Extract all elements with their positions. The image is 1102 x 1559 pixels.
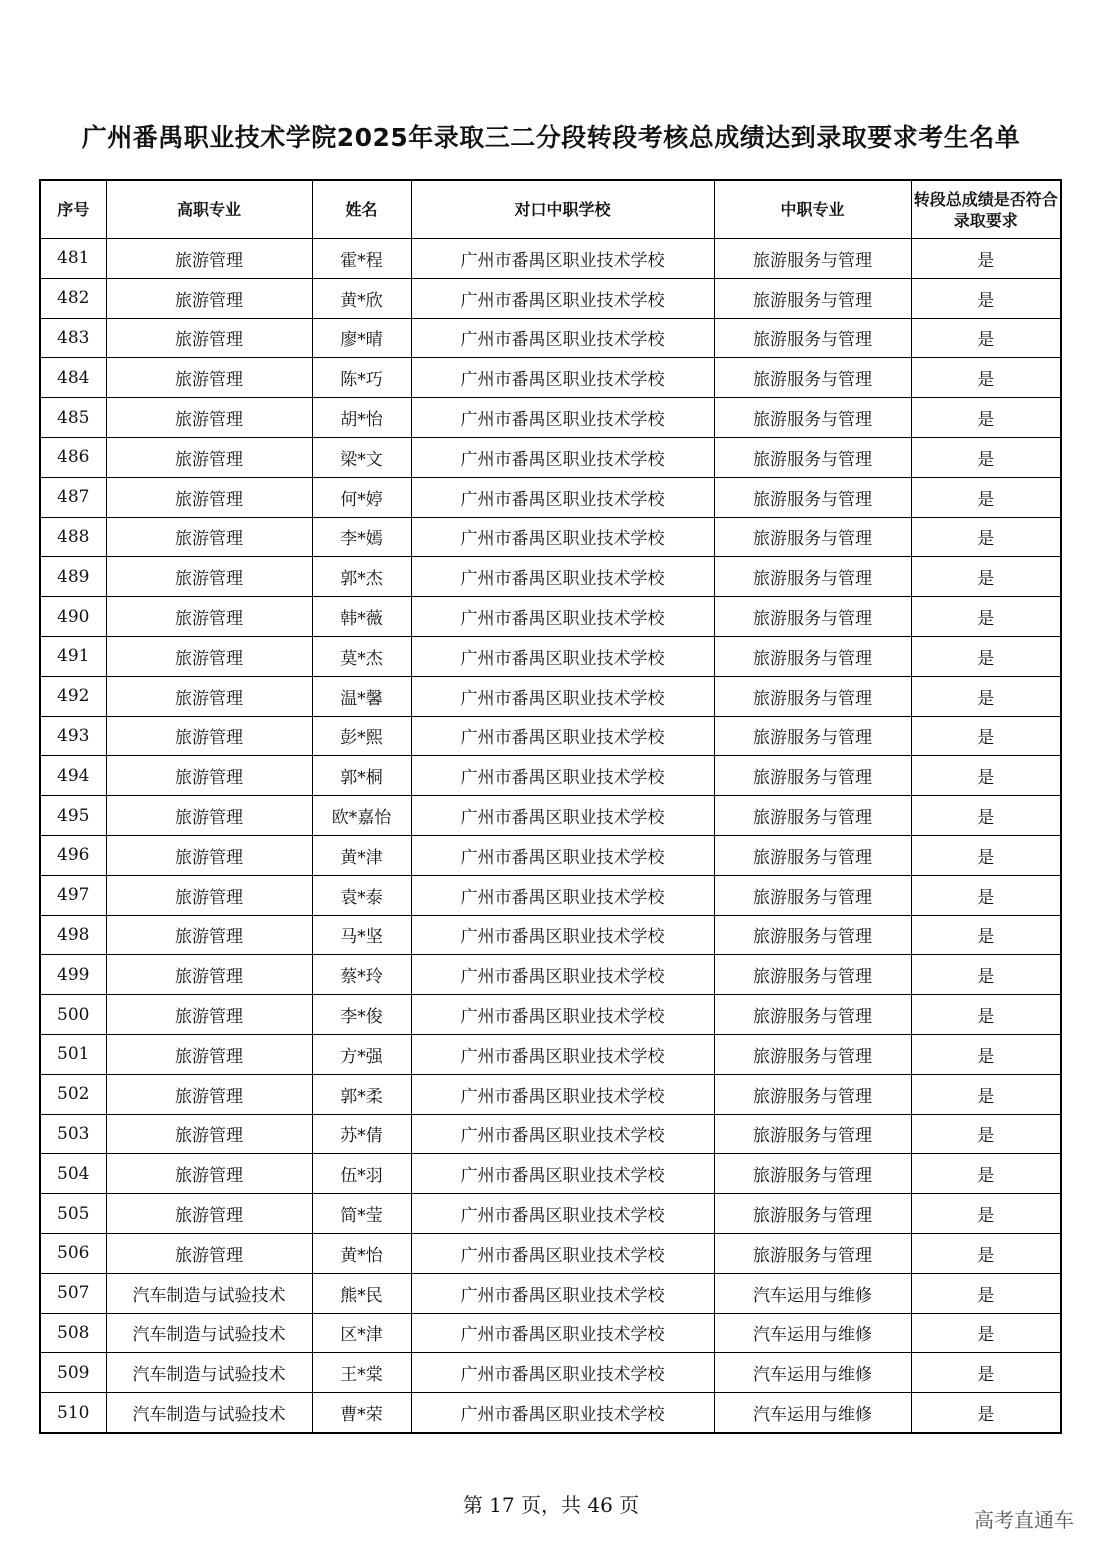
cell-meets-requirement: 是 <box>911 756 1061 796</box>
cell-secondary-major: 旅游服务与管理 <box>714 636 911 676</box>
cell-index: 491 <box>40 636 106 676</box>
cell-name: 伍*羽 <box>312 1154 411 1194</box>
table-row <box>40 875 1061 915</box>
cell-index: 481 <box>40 239 106 279</box>
cell-secondary-major: 旅游服务与管理 <box>714 1034 911 1074</box>
cell-secondary-major: 汽车运用与维修 <box>714 1353 911 1393</box>
cell-college-major: 旅游管理 <box>106 477 312 517</box>
cell-secondary-school: 广州市番禺区职业技术学校 <box>411 398 714 438</box>
cell-meets-requirement: 是 <box>911 1233 1061 1273</box>
cell-secondary-school: 广州市番禺区职业技术学校 <box>411 1393 714 1433</box>
table-header-row <box>40 180 1061 239</box>
cell-secondary-major: 旅游服务与管理 <box>714 875 911 915</box>
page-title: 广州番禺职业技术学院2025年录取三二分段转段考核总成绩达到录取要求考生名单 <box>81 123 1021 152</box>
cell-index: 489 <box>40 557 106 597</box>
cell-meets-requirement: 是 <box>911 915 1061 955</box>
cell-meets-requirement: 是 <box>911 796 1061 836</box>
table-row <box>40 915 1061 955</box>
cell-name: 曹*荣 <box>312 1393 411 1433</box>
cell-index: 500 <box>40 995 106 1035</box>
cell-secondary-major: 旅游服务与管理 <box>714 517 911 557</box>
cell-secondary-school: 广州市番禺区职业技术学校 <box>411 636 714 676</box>
admission-table <box>39 179 1062 1434</box>
cell-meets-requirement: 是 <box>911 318 1061 358</box>
cell-name: 王*棠 <box>312 1353 411 1393</box>
cell-college-major: 旅游管理 <box>106 1114 312 1154</box>
cell-college-major: 旅游管理 <box>106 1074 312 1114</box>
cell-college-major: 旅游管理 <box>106 318 312 358</box>
cell-index: 493 <box>40 716 106 756</box>
header-index: 序号 <box>40 180 106 239</box>
cell-meets-requirement: 是 <box>911 1034 1061 1074</box>
cell-secondary-major: 旅游服务与管理 <box>714 955 911 995</box>
cell-secondary-major: 旅游服务与管理 <box>714 1154 911 1194</box>
cell-secondary-school: 广州市番禺区职业技术学校 <box>411 955 714 995</box>
cell-name: 苏*倩 <box>312 1114 411 1154</box>
cell-college-major: 旅游管理 <box>106 1194 312 1234</box>
cell-name: 郭*杰 <box>312 557 411 597</box>
cell-name: 莫*杰 <box>312 636 411 676</box>
cell-name: 熊*民 <box>312 1273 411 1313</box>
cell-secondary-school: 广州市番禺区职业技术学校 <box>411 239 714 279</box>
cell-meets-requirement: 是 <box>911 557 1061 597</box>
cell-college-major: 旅游管理 <box>106 437 312 477</box>
cell-college-major: 旅游管理 <box>106 239 312 279</box>
cell-meets-requirement: 是 <box>911 398 1061 438</box>
cell-secondary-school: 广州市番禺区职业技术学校 <box>411 437 714 477</box>
cell-name: 区*津 <box>312 1313 411 1353</box>
cell-secondary-major: 汽车运用与维修 <box>714 1393 911 1433</box>
cell-secondary-major: 旅游服务与管理 <box>714 557 911 597</box>
cell-secondary-school: 广州市番禺区职业技术学校 <box>411 1074 714 1114</box>
cell-secondary-school: 广州市番禺区职业技术学校 <box>411 1114 714 1154</box>
cell-name: 梁*文 <box>312 437 411 477</box>
cell-index: 485 <box>40 398 106 438</box>
cell-meets-requirement: 是 <box>911 597 1061 637</box>
cell-secondary-major: 旅游服务与管理 <box>714 995 911 1035</box>
cell-index: 502 <box>40 1074 106 1114</box>
cell-meets-requirement: 是 <box>911 239 1061 279</box>
cell-college-major: 旅游管理 <box>106 358 312 398</box>
cell-secondary-school: 广州市番禺区职业技术学校 <box>411 756 714 796</box>
cell-index: 483 <box>40 318 106 358</box>
cell-meets-requirement: 是 <box>911 636 1061 676</box>
cell-meets-requirement: 是 <box>911 1194 1061 1234</box>
cell-meets-requirement: 是 <box>911 676 1061 716</box>
cell-secondary-school: 广州市番禺区职业技术学校 <box>411 358 714 398</box>
cell-name: 霍*程 <box>312 239 411 279</box>
cell-meets-requirement: 是 <box>911 278 1061 318</box>
header-name: 姓名 <box>312 180 411 239</box>
cell-secondary-school: 广州市番禺区职业技术学校 <box>411 597 714 637</box>
cell-meets-requirement: 是 <box>911 835 1061 875</box>
cell-secondary-major: 旅游服务与管理 <box>714 1114 911 1154</box>
table-row <box>40 278 1061 318</box>
table-row <box>40 835 1061 875</box>
cell-secondary-school: 广州市番禺区职业技术学校 <box>411 278 714 318</box>
cell-college-major: 旅游管理 <box>106 875 312 915</box>
page-number: 第 17 页，共 46 页 <box>462 1493 640 1517</box>
cell-secondary-school: 广州市番禺区职业技术学校 <box>411 796 714 836</box>
cell-index: 509 <box>40 1353 106 1393</box>
cell-name: 彭*熙 <box>312 716 411 756</box>
cell-meets-requirement: 是 <box>911 1313 1061 1353</box>
cell-index: 496 <box>40 835 106 875</box>
cell-name: 陈*巧 <box>312 358 411 398</box>
cell-name: 何*婷 <box>312 477 411 517</box>
cell-meets-requirement: 是 <box>911 955 1061 995</box>
header-college-major: 高职专业 <box>106 180 312 239</box>
cell-index: 501 <box>40 1034 106 1074</box>
cell-college-major: 旅游管理 <box>106 796 312 836</box>
cell-index: 508 <box>40 1313 106 1353</box>
cell-college-major: 旅游管理 <box>106 517 312 557</box>
cell-index: 497 <box>40 875 106 915</box>
cell-name: 温*馨 <box>312 676 411 716</box>
table-row <box>40 756 1061 796</box>
cell-secondary-major: 旅游服务与管理 <box>714 1194 911 1234</box>
cell-secondary-school: 广州市番禺区职业技术学校 <box>411 995 714 1035</box>
cell-meets-requirement: 是 <box>911 995 1061 1035</box>
header-meets-requirement: 转段总成绩是否符合录取要求 <box>911 180 1061 239</box>
cell-index: 495 <box>40 796 106 836</box>
cell-college-major: 汽车制造与试验技术 <box>106 1313 312 1353</box>
watermark: 高考直通车 <box>974 1508 1074 1532</box>
cell-name: 黄*津 <box>312 835 411 875</box>
cell-name: 方*强 <box>312 1034 411 1074</box>
cell-name: 郭*柔 <box>312 1074 411 1114</box>
cell-index: 486 <box>40 437 106 477</box>
cell-meets-requirement: 是 <box>911 1074 1061 1114</box>
header-secondary-major: 中职专业 <box>714 180 911 239</box>
cell-college-major: 旅游管理 <box>106 995 312 1035</box>
table-row <box>40 517 1061 557</box>
table-row <box>40 1074 1061 1114</box>
cell-secondary-school: 广州市番禺区职业技术学校 <box>411 676 714 716</box>
cell-meets-requirement: 是 <box>911 875 1061 915</box>
cell-college-major: 旅游管理 <box>106 955 312 995</box>
cell-index: 487 <box>40 477 106 517</box>
cell-secondary-major: 旅游服务与管理 <box>714 1074 911 1114</box>
cell-secondary-school: 广州市番禺区职业技术学校 <box>411 318 714 358</box>
cell-secondary-major: 旅游服务与管理 <box>714 796 911 836</box>
cell-index: 482 <box>40 278 106 318</box>
cell-college-major: 旅游管理 <box>106 557 312 597</box>
table-row <box>40 239 1061 279</box>
cell-secondary-major: 旅游服务与管理 <box>714 477 911 517</box>
cell-index: 498 <box>40 915 106 955</box>
cell-name: 袁*泰 <box>312 875 411 915</box>
cell-secondary-school: 广州市番禺区职业技术学校 <box>411 716 714 756</box>
cell-college-major: 旅游管理 <box>106 1233 312 1273</box>
cell-college-major: 旅游管理 <box>106 915 312 955</box>
cell-secondary-major: 旅游服务与管理 <box>714 835 911 875</box>
cell-meets-requirement: 是 <box>911 1114 1061 1154</box>
cell-index: 505 <box>40 1194 106 1234</box>
cell-name: 胡*怡 <box>312 398 411 438</box>
cell-meets-requirement: 是 <box>911 1353 1061 1393</box>
table-row <box>40 437 1061 477</box>
table-row <box>40 398 1061 438</box>
cell-index: 490 <box>40 597 106 637</box>
cell-secondary-major: 旅游服务与管理 <box>714 278 911 318</box>
header-secondary-school: 对口中职学校 <box>411 180 714 239</box>
cell-college-major: 旅游管理 <box>106 835 312 875</box>
cell-meets-requirement: 是 <box>911 358 1061 398</box>
cell-index: 484 <box>40 358 106 398</box>
cell-secondary-school: 广州市番禺区职业技术学校 <box>411 1194 714 1234</box>
cell-name: 黄*怡 <box>312 1233 411 1273</box>
cell-index: 504 <box>40 1154 106 1194</box>
cell-meets-requirement: 是 <box>911 477 1061 517</box>
cell-meets-requirement: 是 <box>911 1273 1061 1313</box>
cell-college-major: 汽车制造与试验技术 <box>106 1353 312 1393</box>
cell-secondary-major: 旅游服务与管理 <box>714 398 911 438</box>
cell-name: 李*俊 <box>312 995 411 1035</box>
cell-secondary-major: 旅游服务与管理 <box>714 318 911 358</box>
cell-secondary-school: 广州市番禺区职业技术学校 <box>411 557 714 597</box>
cell-secondary-major: 旅游服务与管理 <box>714 716 911 756</box>
cell-college-major: 旅游管理 <box>106 636 312 676</box>
table-row <box>40 716 1061 756</box>
cell-secondary-major: 旅游服务与管理 <box>714 915 911 955</box>
table-row <box>40 955 1061 995</box>
cell-secondary-school: 广州市番禺区职业技术学校 <box>411 1273 714 1313</box>
cell-secondary-major: 旅游服务与管理 <box>714 676 911 716</box>
cell-secondary-major: 旅游服务与管理 <box>714 1233 911 1273</box>
cell-secondary-school: 广州市番禺区职业技术学校 <box>411 915 714 955</box>
cell-index: 494 <box>40 756 106 796</box>
cell-secondary-school: 广州市番禺区职业技术学校 <box>411 1233 714 1273</box>
table-row <box>40 1034 1061 1074</box>
cell-name: 李*嫣 <box>312 517 411 557</box>
table-row <box>40 796 1061 836</box>
cell-secondary-major: 旅游服务与管理 <box>714 358 911 398</box>
cell-college-major: 旅游管理 <box>106 716 312 756</box>
table-row <box>40 1194 1061 1234</box>
cell-secondary-school: 广州市番禺区职业技术学校 <box>411 875 714 915</box>
cell-index: 507 <box>40 1273 106 1313</box>
cell-name: 郭*桐 <box>312 756 411 796</box>
table-row <box>40 358 1061 398</box>
table-row <box>40 1353 1061 1393</box>
cell-name: 廖*晴 <box>312 318 411 358</box>
cell-meets-requirement: 是 <box>911 716 1061 756</box>
cell-college-major: 旅游管理 <box>106 676 312 716</box>
cell-college-major: 汽车制造与试验技术 <box>106 1273 312 1313</box>
table-row <box>40 597 1061 637</box>
cell-index: 506 <box>40 1233 106 1273</box>
cell-college-major: 旅游管理 <box>106 1034 312 1074</box>
cell-index: 488 <box>40 517 106 557</box>
table-row <box>40 1273 1061 1313</box>
cell-name: 韩*薇 <box>312 597 411 637</box>
table-row <box>40 1233 1061 1273</box>
cell-meets-requirement: 是 <box>911 517 1061 557</box>
table-row <box>40 1393 1061 1433</box>
cell-meets-requirement: 是 <box>911 437 1061 477</box>
cell-college-major: 旅游管理 <box>106 398 312 438</box>
cell-name: 马*坚 <box>312 915 411 955</box>
cell-college-major: 旅游管理 <box>106 756 312 796</box>
table-body <box>40 239 1061 1433</box>
table-row <box>40 1154 1061 1194</box>
table-row <box>40 477 1061 517</box>
cell-college-major: 旅游管理 <box>106 1154 312 1194</box>
cell-secondary-school: 广州市番禺区职业技术学校 <box>411 1034 714 1074</box>
cell-meets-requirement: 是 <box>911 1393 1061 1433</box>
table-row <box>40 557 1061 597</box>
cell-index: 492 <box>40 676 106 716</box>
cell-college-major: 旅游管理 <box>106 278 312 318</box>
table-row <box>40 676 1061 716</box>
cell-secondary-school: 广州市番禺区职业技术学校 <box>411 1353 714 1393</box>
cell-secondary-major: 旅游服务与管理 <box>714 239 911 279</box>
cell-secondary-school: 广州市番禺区职业技术学校 <box>411 1154 714 1194</box>
cell-secondary-major: 汽车运用与维修 <box>714 1313 911 1353</box>
table-row <box>40 636 1061 676</box>
table-row <box>40 318 1061 358</box>
cell-index: 510 <box>40 1393 106 1433</box>
cell-secondary-school: 广州市番禺区职业技术学校 <box>411 1313 714 1353</box>
table-row <box>40 1114 1061 1154</box>
cell-index: 499 <box>40 955 106 995</box>
cell-college-major: 汽车制造与试验技术 <box>106 1393 312 1433</box>
cell-secondary-school: 广州市番禺区职业技术学校 <box>411 477 714 517</box>
cell-college-major: 旅游管理 <box>106 597 312 637</box>
cell-secondary-major: 旅游服务与管理 <box>714 756 911 796</box>
cell-name: 蔡*玲 <box>312 955 411 995</box>
cell-secondary-major: 旅游服务与管理 <box>714 597 911 637</box>
cell-secondary-major: 汽车运用与维修 <box>714 1273 911 1313</box>
cell-index: 503 <box>40 1114 106 1154</box>
cell-name: 欧*嘉怡 <box>312 796 411 836</box>
cell-secondary-school: 广州市番禺区职业技术学校 <box>411 835 714 875</box>
table-row <box>40 995 1061 1035</box>
cell-meets-requirement: 是 <box>911 1154 1061 1194</box>
table-row <box>40 1313 1061 1353</box>
cell-secondary-school: 广州市番禺区职业技术学校 <box>411 517 714 557</box>
cell-secondary-major: 旅游服务与管理 <box>714 437 911 477</box>
cell-name: 简*莹 <box>312 1194 411 1234</box>
cell-name: 黄*欣 <box>312 278 411 318</box>
